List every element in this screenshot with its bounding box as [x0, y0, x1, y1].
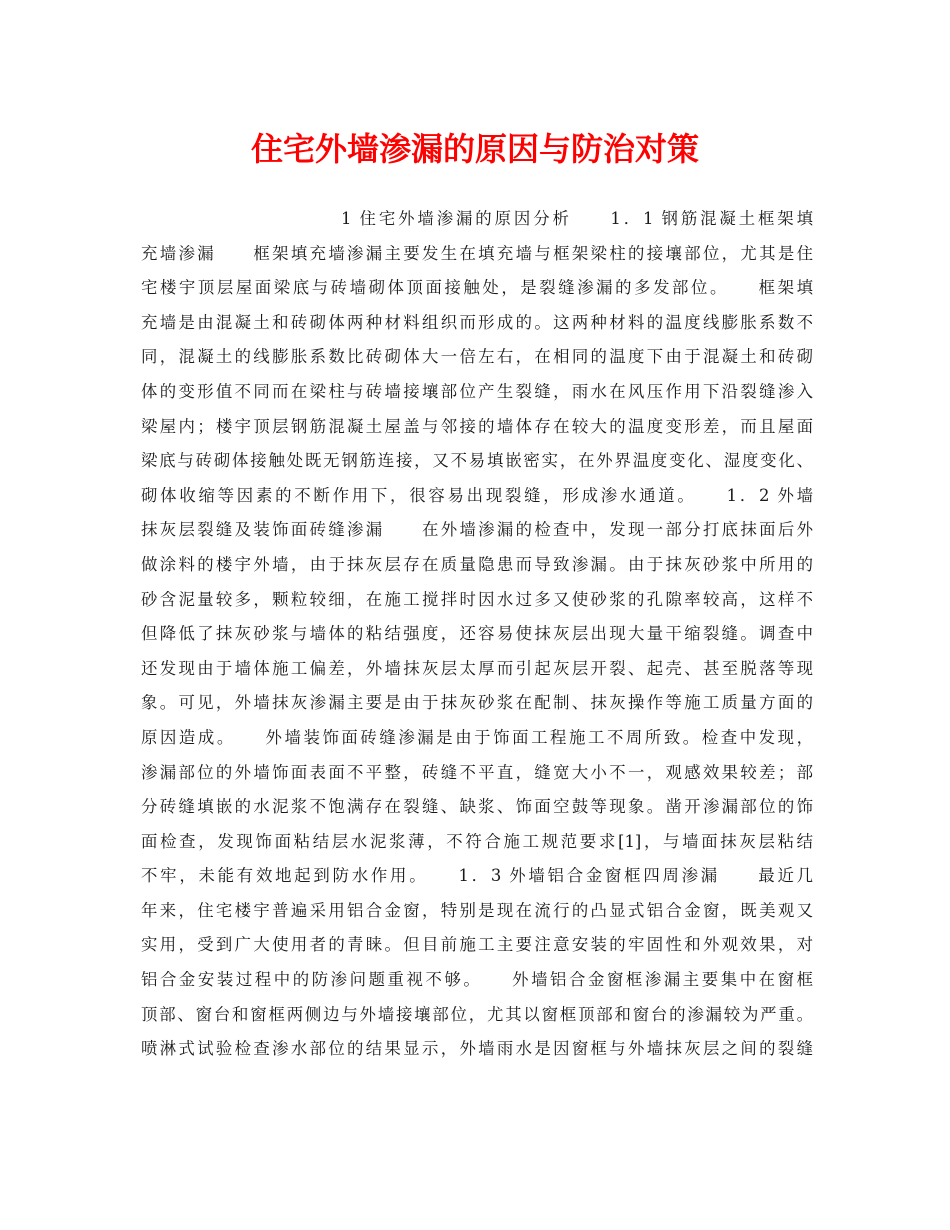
body-line: 渗漏部位的外墙饰面表面不平整，砖缝不平直，缝宽大小不一，观感效果较差；部: [141, 762, 813, 782]
body-line: 充墙是由混凝土和砖砌体两种材料组织而形成的。这两种材料的温度线膨胀系数不: [141, 312, 813, 332]
body-line: 宅楼宇顶层屋面梁底与砖墙砌体顶面接触处，是裂缝渗漏的多发部位。 框架填: [141, 278, 813, 298]
body-line: 充墙渗漏 框架填充墙渗漏主要发生在填充墙与框架梁柱的接壤部位，尤其是住: [141, 243, 813, 263]
body-line: 梁屋内；楼宇顶层钢筋混凝土屋盖与邻接的墙体存在较大的温度变形差，而且屋面: [141, 416, 813, 436]
body-line: 实用，受到广大使用者的青睐。但目前施工主要注意安装的牢固性和外观效果，对: [141, 935, 813, 955]
body-line: 年来，住宅楼宇普遍采用铝合金窗，特别是现在流行的凸显式铝合金窗，既美观又: [141, 900, 813, 920]
body-line: 喷淋式试验检查渗水部位的结果显示，外墙雨水是因窗框与外墙抹灰层之间的裂缝: [141, 1039, 813, 1059]
body-line: 1 住宅外墙渗漏的原因分析 1．1 钢筋混凝土框架填: [341, 209, 813, 228]
body-line: 砂含泥量较多，颗粒较细，在施工搅拌时因水过多又使砂浆的孔隙率较高，这样不: [141, 589, 813, 609]
body-line: 体的变形值不同而在梁柱与砖墙接壤部位产生裂缝，雨水在风压作用下沿裂缝渗入: [141, 381, 813, 401]
body-line: 铝合金安装过程中的防渗问题重视不够。 外墙铝合金窗框渗漏主要集中在窗框: [141, 970, 813, 990]
body-line: 还发现由于墙体施工偏差，外墙抹灰层太厚而引起灰层开裂、起壳、甚至脱落等现: [141, 658, 813, 678]
body-line: 但降低了抹灰砂浆与墙体的粘结强度，还容易使抹灰层出现大量干缩裂缝。调查中: [141, 624, 813, 644]
body-line: 砌体收缩等因素的不断作用下，很容易出现裂缝，形成渗水通道。 1．2 外墙: [141, 485, 813, 505]
body-line: 同，混凝土的线膨胀系数比砖砌体大一倍左右，在相同的温度下由于混凝土和砖砌: [141, 347, 813, 367]
body-line: 象。可见，外墙抹灰渗漏主要是由于抹灰砂浆在配制、抹灰操作等施工质量方面的: [141, 693, 813, 713]
body-line: 原因造成。 外墙装饰面砖缝渗漏是由于饰面工程施工不周所致。检查中发现，: [141, 727, 813, 747]
body-line: 分砖缝填嵌的水泥浆不饱满存在裂缝、缺浆、饰面空鼓等现象。凿开渗漏部位的饰: [141, 797, 813, 817]
body-line: 面检查，发现饰面粘结层水泥浆薄，不符合施工规范要求[1]，与墙面抹灰层粘结: [141, 831, 813, 851]
body-line: 梁底与砖砌体接触处既无钢筋连接，又不易填嵌密实，在外界温度变化、湿度变化、: [141, 451, 813, 471]
body-line: 做涂料的楼宇外墙，由于抹灰层存在质量隐患而导致渗漏。由于抹灰砂浆中所用的: [141, 554, 813, 574]
body-line: 顶部、窗台和窗框两侧边与外墙接壤部位，尤其以窗框顶部和窗台的渗漏较为严重。: [141, 1004, 813, 1024]
body-line: 不牢，未能有效地起到防水作用。 1．3 外墙铝合金窗框四周渗漏 最近几: [141, 866, 813, 886]
document-title: 住宅外墙渗漏的原因与防治对策: [250, 130, 699, 168]
body-line: 抹灰层裂缝及装饰面砖缝渗漏 在外墙渗漏的检查中，发现一部分打底抹面后外: [141, 520, 813, 540]
document-body: [141, 202, 813, 1067]
